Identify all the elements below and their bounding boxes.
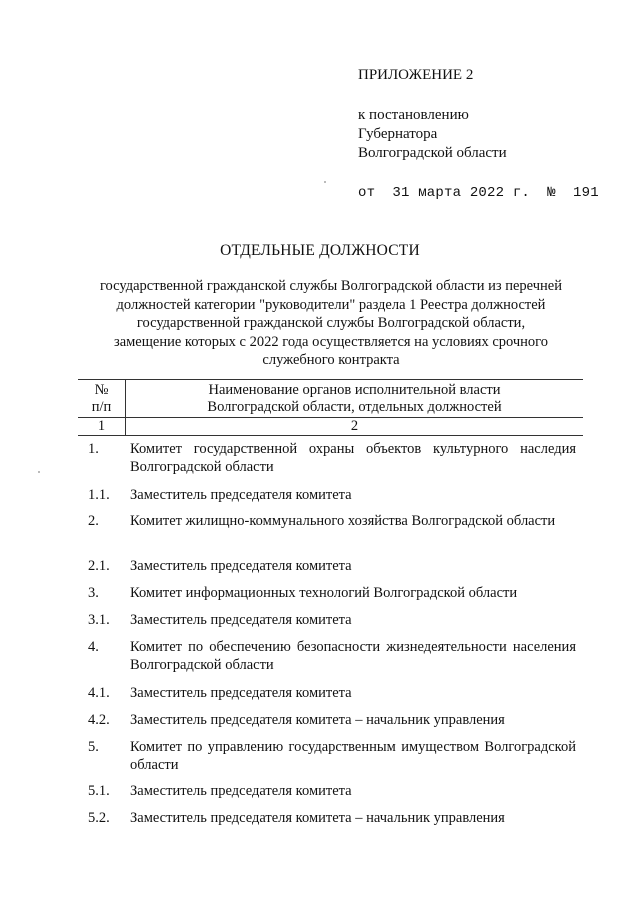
- appendix-region: Волгоградской области: [358, 145, 507, 161]
- row-text: Заместитель председателя комитета: [130, 487, 352, 503]
- row-text: Комитет жилищно-коммунального хозяйства Волгоградской области: [130, 513, 556, 529]
- subtitle-line: государственной гражданской службы Волгоградской области из перечней: [99, 278, 563, 294]
- row-number: 3.: [88, 585, 99, 601]
- row-number: 5.: [88, 739, 99, 755]
- header-name-col: [126, 380, 584, 418]
- scan-speck: [38, 471, 40, 473]
- row-number: 4.2.: [88, 712, 110, 728]
- row-text: Комитет информационных технологий Волгоградской области: [130, 585, 518, 601]
- header-col1-number: 1: [78, 418, 126, 436]
- row-text: Заместитель председателя комитета: [130, 612, 352, 628]
- row-text: Заместитель председателя комитета: [130, 558, 352, 574]
- row-text: Заместитель председателя комитета: [130, 783, 352, 799]
- header-number-col: [78, 380, 126, 418]
- appendix-to-resolution: к постановлению: [358, 107, 469, 123]
- row-number: 5.2.: [88, 810, 110, 826]
- row-text: Комитет по обеспечению безопасности жизнедеятельности населения Волгоградской области: [130, 639, 576, 673]
- appendix-date-number: от 31 марта 2022 г. № 191: [358, 185, 599, 201]
- row-text: Комитет государственной охраны объектов культурного наследия Волгоградской области: [130, 441, 576, 475]
- header-col2-number: 2: [126, 418, 584, 436]
- header-name-line: Наименование органов исполнительной власти: [208, 381, 501, 398]
- appendix-block: [358, 66, 598, 203]
- row-number: 2.1.: [88, 558, 110, 574]
- row-text: Заместитель председателя комитета – начальник управления: [130, 712, 505, 728]
- row-text: Комитет по управлению государственным имуществом Волгоградской области: [130, 739, 576, 773]
- subtitle-line: государственной гражданской службы Волгоградской области,: [136, 315, 526, 331]
- row-number: 1.: [88, 441, 99, 457]
- row-text: Заместитель председателя комитета: [130, 685, 352, 701]
- header-number-sub: п/п: [91, 398, 112, 415]
- document-title: ОТДЕЛЬНЫЕ ДОЛЖНОСТИ: [220, 242, 420, 259]
- subtitle-line: замещение которых с 2022 года осуществляется на условиях срочного: [113, 333, 549, 350]
- header-number-label: №: [94, 381, 109, 398]
- appendix-title: ПРИЛОЖЕНИЕ 2: [358, 67, 474, 83]
- row-number: 1.1.: [88, 487, 110, 503]
- row-number: 2.: [88, 513, 99, 529]
- row-text: Заместитель председателя комитета – начальник управления: [130, 810, 505, 826]
- row-number: 4.1.: [88, 685, 110, 701]
- document-subtitle: [80, 277, 582, 370]
- subtitle-line: должностей категории "руководители" раздела 1 Реестра должностей: [116, 296, 546, 313]
- row-number: 4.: [88, 639, 99, 655]
- row-number: 5.1.: [88, 783, 110, 799]
- subtitle-line: служебного контракта: [262, 352, 400, 368]
- scan-speck: [324, 181, 326, 183]
- appendix-governor: Губернатора: [358, 126, 438, 142]
- header-name-line: Волгоградской области, отдельных должностей: [207, 398, 502, 415]
- table-header: [78, 379, 583, 436]
- row-number: 3.1.: [88, 612, 110, 628]
